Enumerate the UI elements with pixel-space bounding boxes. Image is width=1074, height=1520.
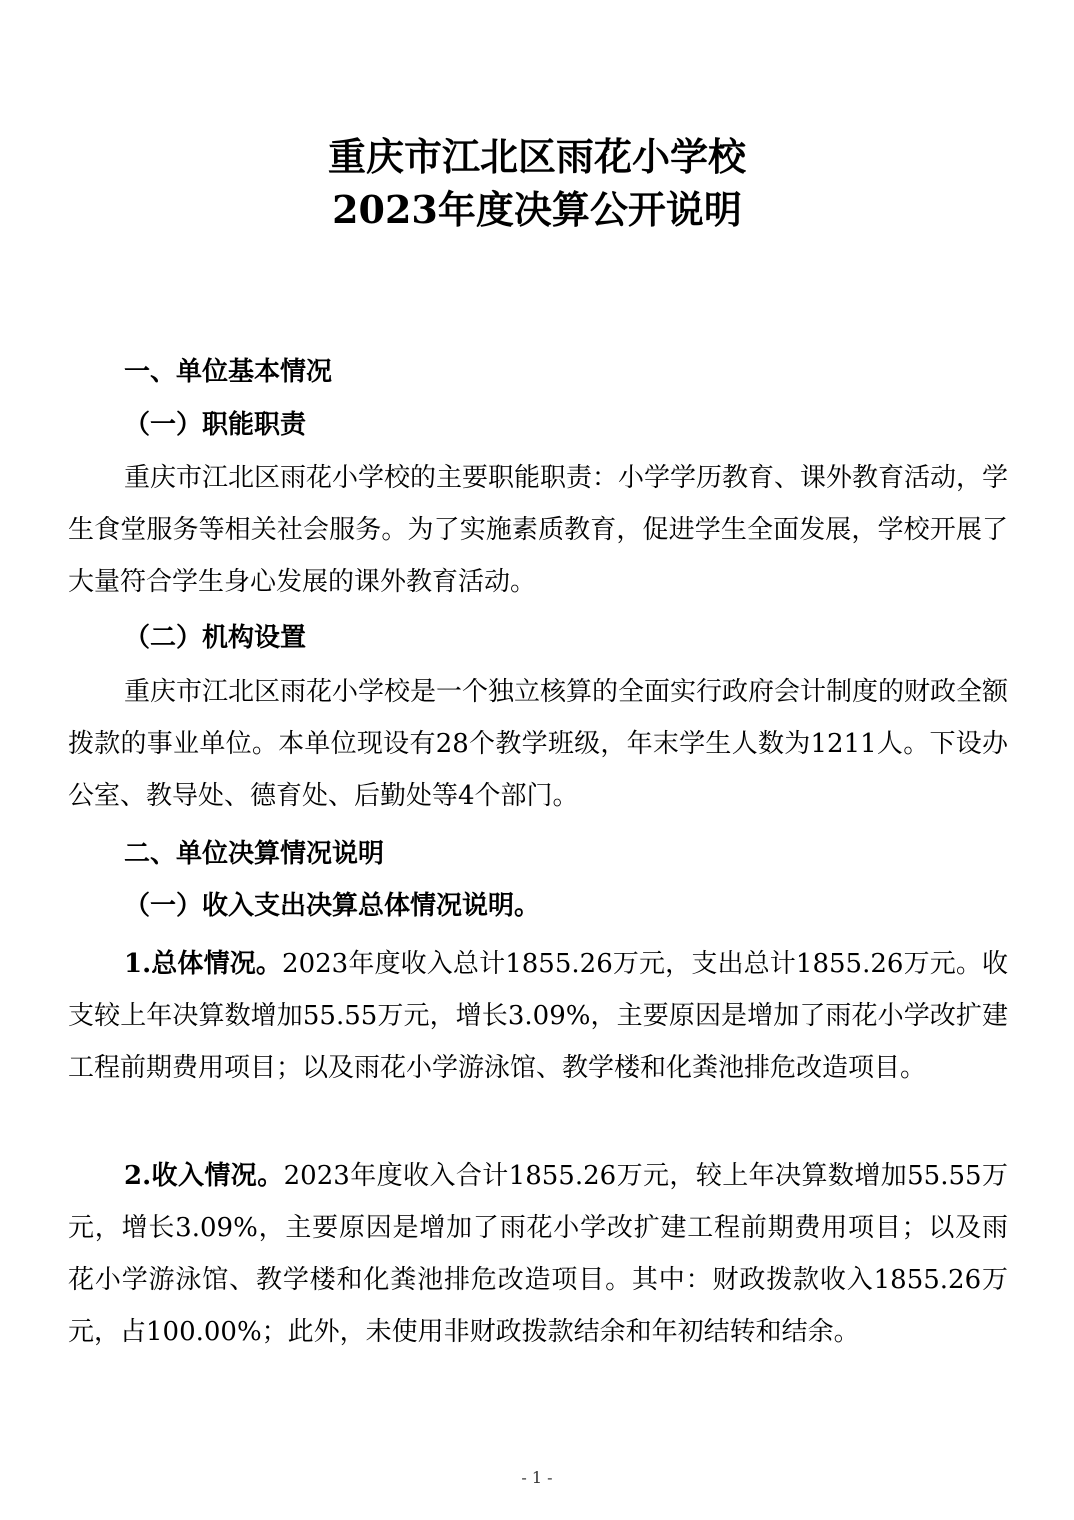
page-number: - 1 - (521, 1468, 553, 1487)
section1-heading: 一、单位基本情况 (124, 357, 333, 387)
section2-item1-paragraph (68, 938, 1008, 1094)
section1-sub2-paragraph: 重庆市江北区雨花小学校是一个独立核算的全面实行政府会计制度的财政全额拨款的事业单位。本单位现设有28个教学班级，年末学生人数为1211人。下设办公室、教导处、德育处、后勤处等4个部门。 (68, 677, 1009, 811)
section2-heading: 二、单位决算情况说明 (124, 839, 385, 869)
document-title-line1: 重庆市江北区雨花小学校 (327, 134, 746, 179)
document-title-line2: 2023年度决算公开说明 (332, 187, 742, 232)
item2-label: 2.收入情况。 (124, 1161, 284, 1191)
section1-sub1-paragraph: 重庆市江北区雨花小学校的主要职能职责：小学学历教育、课外教育活动，学生食堂服务等相关社会服务。为了实施素质教育，促进学生全面发展，学校开展了大量符合学生身心发展的课外教育活动。 (68, 463, 1009, 597)
section2-sub1-heading: （一）收入支出决算总体情况说明。 (124, 891, 541, 921)
section1-sub1-heading: （一）职能职责 (124, 410, 307, 440)
section1-sub2-heading: （二）机构设置 (124, 623, 307, 653)
section2-item2-paragraph (68, 1150, 1008, 1358)
item2-text: 2023年度收入合计1855.26万元，较上年决算数增加55.55万元，增长3.09%，主要原因是增加了雨花小学改扩建工程前期费用项目；以及雨花小学游泳馆、教学楼和化粪池排危改造项目。其中：财政拨款收入1855.26万元，占100.00%；此外，未使用非财政拨款结余和年初结转和结余。 (68, 1161, 1008, 1347)
item1-label: 1.总体情况。 (124, 949, 283, 979)
item1-text: 2023年度收入总计1855.26万元，支出总计1855.26万元。收支较上年决算数增加55.55万元，增长3.09%，主要原因是增加了雨花小学改扩建工程前期费用项目；以及雨花小学游泳馆、教学楼和化粪池排危改造项目。 (68, 949, 1008, 1083)
